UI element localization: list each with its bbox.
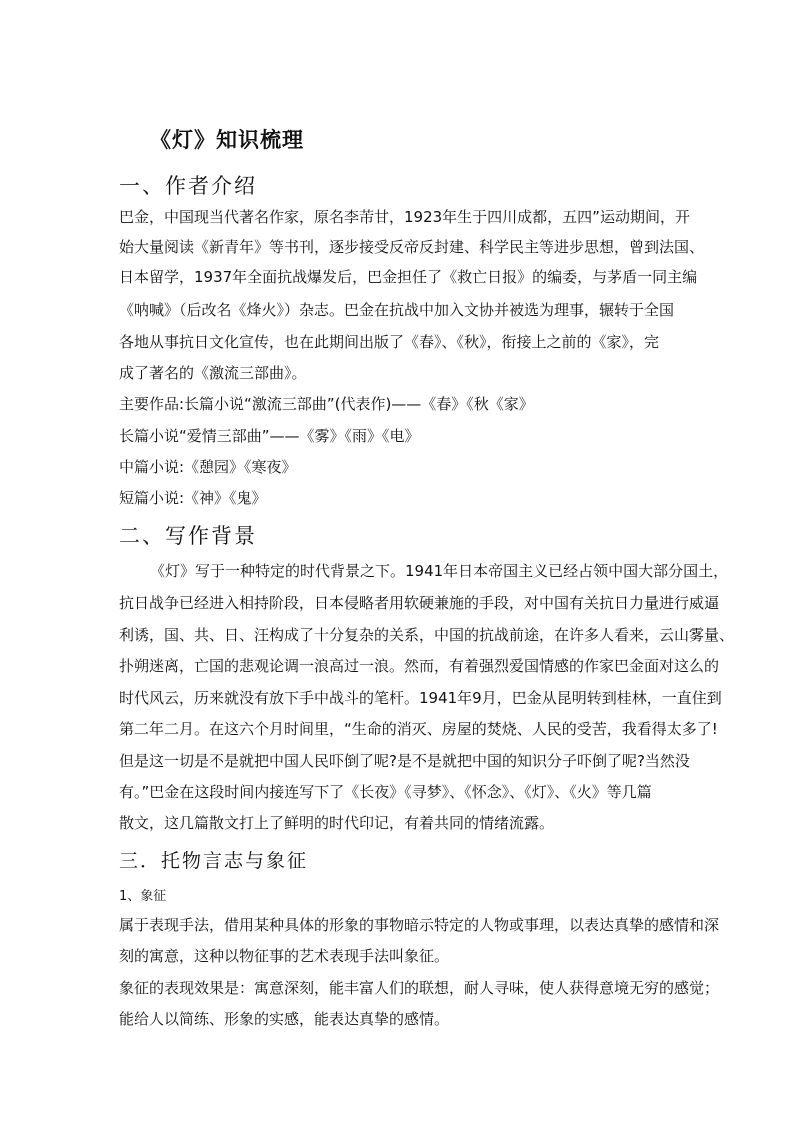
paragraph-line: 利诱，国、共、日、汪构成了十分复杂的关系，中国的抗战前途，在许多人看来，云山雾量、 [119,626,735,644]
paragraph-line: 但是这一切是不是就把中国人民吓倒了呢?是不是就把中国的知识分子吓倒了呢?当然没 [119,752,690,770]
paragraph-line: 《灯》写于一种特定的时代背景之下。1941年日本帝国主义已经占领中国大部分国土， [150,562,729,580]
section-heading-background: 二、写作背景 [119,524,257,548]
paragraph-line: 刻的寓意，这种以物征事的艺术表现手法叫象征。 [119,947,450,965]
paragraph-line: 各地从事抗日文化宣传，也在此期间出版了《春》、《秋》，衔接上之前的《家》，完 [119,333,660,351]
subheading: 1、象征 [119,889,167,904]
paragraph-line: 属于表现手法，借用某种具体的形象的事物暗示特定的人物或事理，以表达真挚的感情和深 [119,916,720,934]
paragraph-line: 能给人以简练、形象的实感，能表达真挚的感情。 [119,1010,450,1028]
paragraph-line: 有。”巴金在这段时间内接连写下了《长夜》《寻梦》、《怀念》、《灯》、《火》等几篇 [119,783,652,801]
paragraph-line: 第二年二月。在这六个月时间里，“生命的消灭、房屋的焚烧、人民的受苦，我看得太多了! [119,720,718,738]
paragraph-line: 成了著名的《激流三部曲》。 [119,364,307,382]
paragraph-line: 日本留学，1937年全面抗战爆发后，巴金担任了《救亡日报》的编委，与茅盾一同主编 [119,268,698,286]
document-title: 《灯》知识梳理 [150,128,304,152]
paragraph-line: 散文，这几篇散文打上了鲜明的时代印记，有着共同的情绪流露。 [119,814,555,832]
paragraph-line: 象征的表现效果是：寓意深刻，能丰富人们的联想，耐人寻味，使人获得意境无穷的感觉； [119,979,720,997]
paragraph-line: 时代风云，历来就没有放下手中战斗的笔杆。1941年9月，巴金从昆明转到桂林，一直住到 [119,689,722,707]
paragraph-line: 扑朔迷离，亡国的悲观论调一浪高过一浪。然而，有着强烈爱国情感的作家巴金面对这么的 [119,657,720,675]
paragraph-line: 始大量阅读《新青年》等书刊，逐步接受反帝反封建、科学民主等进步思想，曾到法国、 [119,238,705,256]
works-line: 中篇小说:《憩园》《寒夜》 [119,458,297,476]
section-heading-symbolism: 三．托物言志与象征 [119,850,309,872]
paragraph-line: 巴金，中国现当代著名作家，原名李芾甘，1923年生于四川成都，五四”运动期间，开 [119,208,690,226]
works-line: 短篇小说:《神》《鬼》 [119,489,267,507]
section-heading-author: 一、作者介绍 [119,174,257,198]
paragraph-line: 《呐喊》（后改名《烽火》）杂志。巴金在抗战中加入文协并被选为理事，辗转于全国 [119,301,675,319]
works-line: 主要作品:长篇小说“激流三部曲”(代表作)——《春》《秋《家》 [119,395,534,413]
works-line: 长篇小说“爱情三部曲”——《雾》《雨》《电》 [119,427,420,445]
paragraph-line: 抗日战争已经进入相持阶段，日本侵略者用软硬兼施的手段，对中国有关抗日力量进行威逼 [119,594,720,612]
